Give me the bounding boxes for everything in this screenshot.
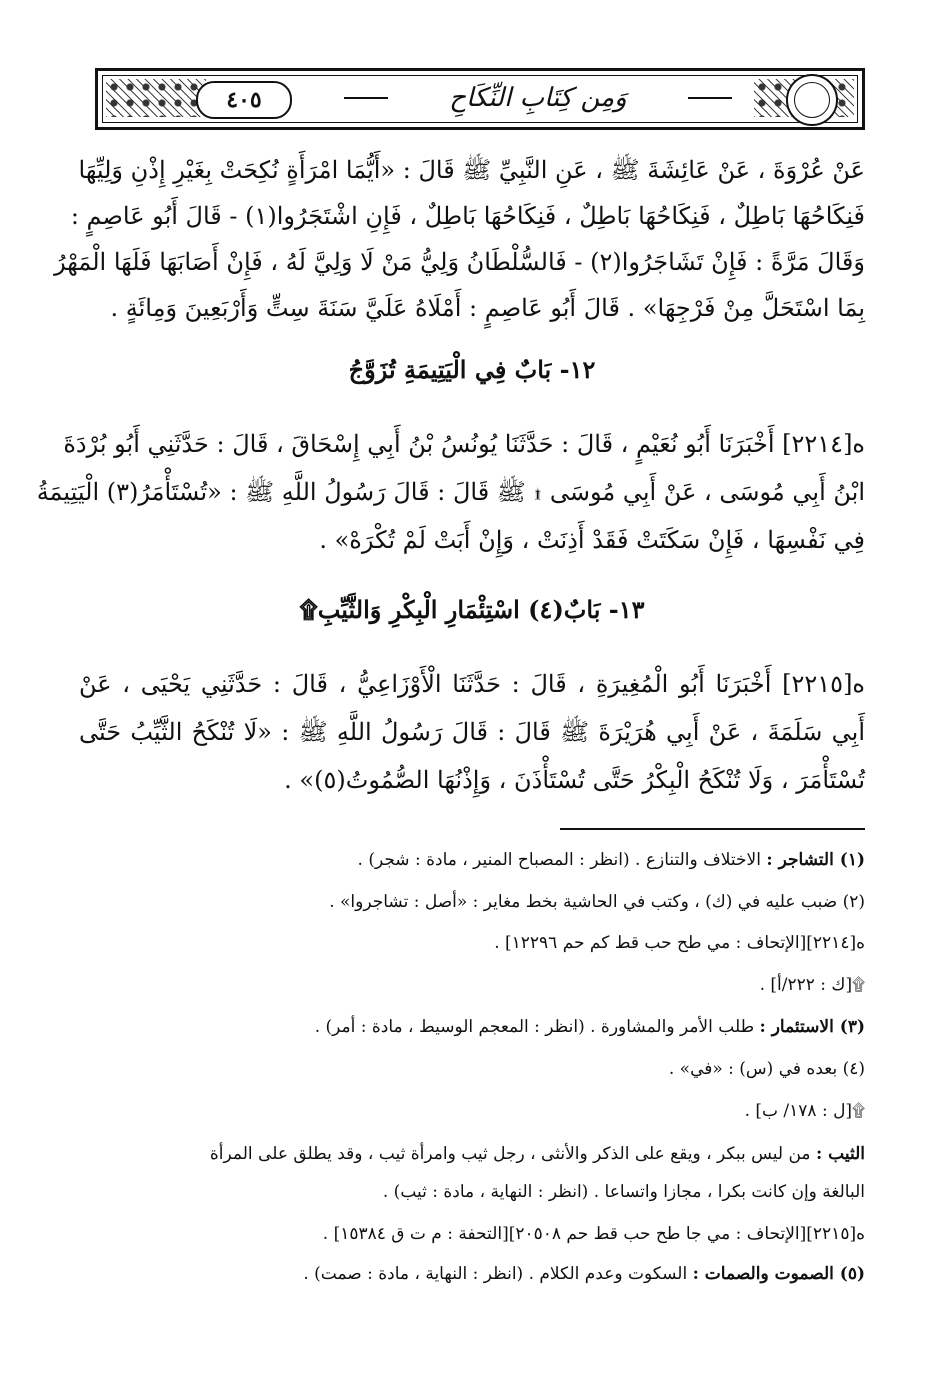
footnote-text: ۩[ل : ١٧٨/ ب] . xyxy=(744,1101,865,1121)
page-number: ٤٠٥ xyxy=(196,81,292,119)
text-line: تُسْتَأْمَرَ ، وَلَا تُنْكَحُ الْبِكْرُ حَتَّى تُسْتَأْذَنَ ، وَإِذْنُهَا الصُّمُوتُ(٥)» . xyxy=(284,766,865,794)
footnote-text: السكوت وعدم الكلام . (انظر : النهاية ، مادة : صمت) . xyxy=(303,1264,693,1284)
footnote xyxy=(79,1140,865,1168)
footnote xyxy=(79,888,865,916)
footnote xyxy=(79,1013,865,1041)
footnote-label: الثيب : xyxy=(815,1144,865,1164)
footnote-label: (٥) الصموت والصمات : xyxy=(692,1264,865,1284)
footnote xyxy=(79,971,865,999)
footnote xyxy=(79,846,865,874)
text-line: عَنْ عُرْوَةَ ، عَنْ عَائِشَةَ ﷺ ، عَنِ النَّبِيِّ ﷺ قَالَ : «أَيُّمَا امْرَأَةٍ نُكِحَتْ بِغَيْرِ إِذْنِ وَلِيِّهَا xyxy=(78,156,865,184)
chapter-heading-13: ١٣- بَابٌ(٤) اسْتِئْمَارِ الْبِكْرِ وَالثَّيِّبِ۩ xyxy=(299,595,645,624)
footnote-text: (٤) بعده في (س) : «في» . xyxy=(668,1059,865,1079)
footnote xyxy=(79,1220,865,1248)
text-line: بِمَا اسْتَحَلَّ مِنْ فَرْجِهَا» . قَالَ أَبُو عَاصِمٍ : أَمْلَاهُ عَلَيَّ سَنَةَ سِتٍّ وَأَرْبَعِينَ وَمِائَةٍ . xyxy=(110,294,865,322)
footnote-label: (١) التشاجر : xyxy=(766,850,865,870)
footnote xyxy=(79,929,865,957)
text-line: فَنِكَاحُهَا بَاطِلٌ ، فَنِكَاحُهَا بَاطِلٌ ، فَنِكَاحُهَا بَاطِلٌ ، فَإِنِ اشْتَجَرُوا(١) - قَالَ أَبُو عَاصِمٍ : xyxy=(70,202,865,230)
footnote xyxy=(79,1097,865,1125)
footnote-text: (٢) ضبب عليه في (ك) ، وكتب في الحاشية بخط مغاير : «أصل : تشاجروا» . xyxy=(329,892,865,912)
page-header xyxy=(95,68,865,130)
footnote-text: ه[٢٢١٥][الإتحاف : مي جا طح حب قط حم ٢٠٥٠٨][التحفة : م ت ق ١٥٣٨٤] . xyxy=(322,1224,865,1244)
footnote-text: من ليس ببكر ، ويقع على الذكر والأنثى ، رجل ثيب وامرأة ثيب ، وقد يطلق على المرأة xyxy=(209,1144,816,1164)
text-line: ابْنُ أَبِي مُوسَى ، عَنْ أَبِي مُوسَى ۩ ﷺ قَالَ : قَالَ رَسُولُ اللَّهِ ﷺ : «تُسْتَأْمَرُ(٣) الْيَتِيمَةُ xyxy=(36,478,865,506)
footnote-text: ه[٢٢١٤][الإتحاف : مي طح حب قط كم حم ١٢٢٩٦] . xyxy=(494,933,865,953)
chapter-title: وَمِن كِتَابِ النِّكَاحِ xyxy=(388,77,688,119)
text-line: وَقَالَ مَرَّةً : فَإِنْ تَشَاجَرُوا(٢) - فَالسُّلْطَانُ وَلِيُّ مَنْ لَا وَلِيَّ لَهُ ، فَإِنْ أَصَابَهَا فَلَهَا الْمَهْرُ xyxy=(54,248,865,276)
footnote xyxy=(79,1260,865,1288)
footnote xyxy=(79,1055,865,1083)
text-line: ه[٢٢١٥] أَخْبَرَنَا أَبُو الْمُغِيرَةِ ، قَالَ : حَدَّثَنَا الْأَوْزَاعِيُّ ، قَالَ : حَدَّثَنِي يَحْيَى ، عَنْ xyxy=(79,670,865,698)
chapter-heading-12: ١٢- بَابٌ فِي الْيَتِيمَةِ تُزَوَّجُ xyxy=(348,355,596,384)
footnote-text: الاختلاف والتنازع . (انظر : المصباح المنير ، مادة : شجر) . xyxy=(357,850,767,870)
text-line: ه[٢٢١٤] أَخْبَرَنَا أَبُو نُعَيْمٍ ، قَالَ : حَدَّثَنَا يُونُسُ بْنُ أَبِي إِسْحَاقَ ، قَالَ : حَدَّثَنِي أَبُو بُرْدَةَ xyxy=(63,430,865,458)
footnote-text: البالغة وإن كانت بكرا ، مجازا واتساعا . (انظر : النهاية ، مادة : ثيب) . xyxy=(382,1182,865,1202)
footnote-text: ۩[ك : ٢٢٢/أ] . xyxy=(759,975,865,995)
footnote-text: طلب الأمر والمشاورة . (انظر : المعجم الوسيط ، مادة : أمر) . xyxy=(314,1017,760,1037)
footnote-divider xyxy=(560,828,865,830)
text-line: أَبِي سَلَمَةَ ، عَنْ أَبِي هُرَيْرَةَ ﷺ قَالَ : قَالَ رَسُولُ اللَّهِ ﷺ : «لَا تُنْكَحُ الثَّيِّبُ حَتَّى xyxy=(79,718,865,746)
text-line: فِي نَفْسِهَا ، فَإِنْ سَكَتَتْ فَقَدْ أَذِنَتْ ، وَإِنْ أَبَتْ لَمْ تُكْرَهْ» . xyxy=(319,526,865,554)
footnote xyxy=(79,1178,865,1206)
footnote-label: (٣) الاستئمار : xyxy=(759,1017,865,1037)
seal-logo-icon xyxy=(786,74,838,126)
ornament-left-icon xyxy=(106,79,206,117)
